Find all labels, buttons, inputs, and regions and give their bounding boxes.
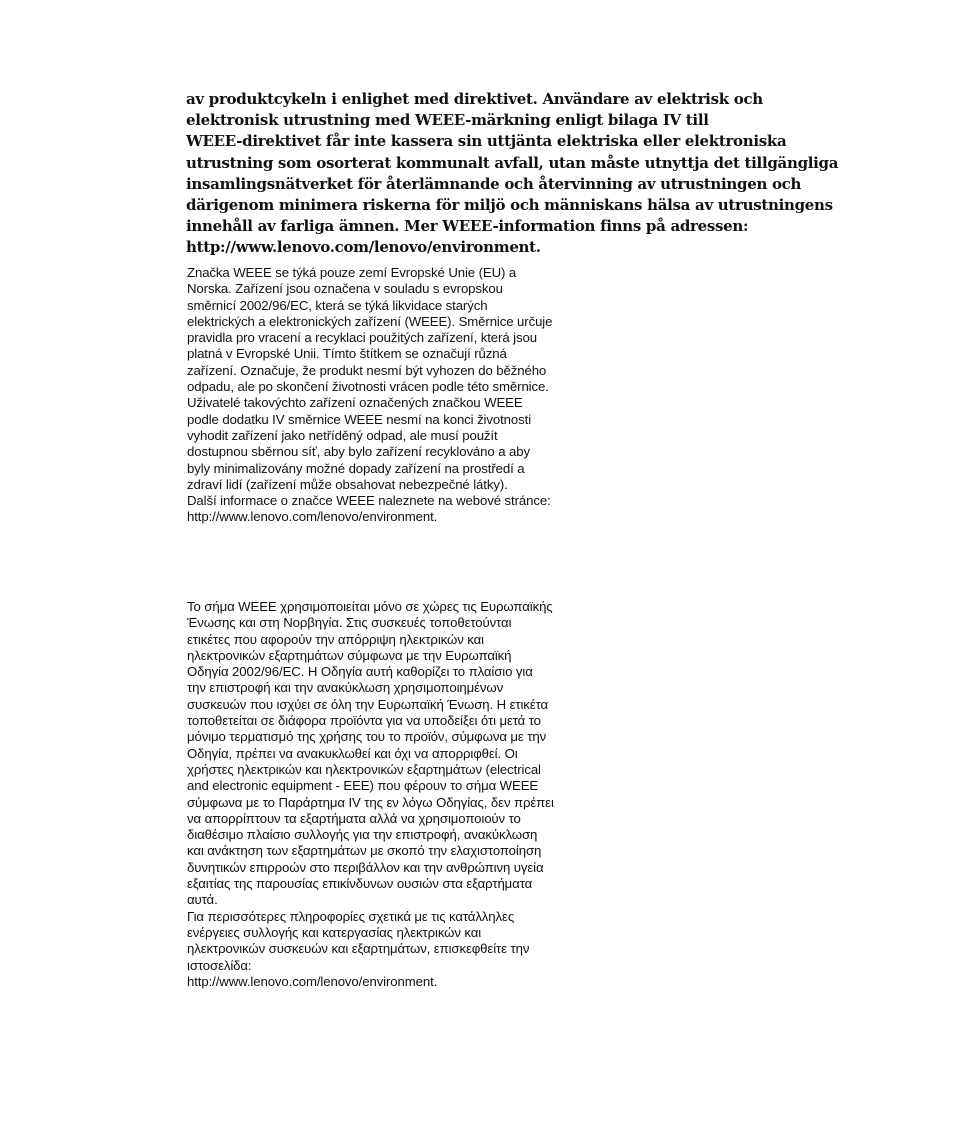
environment-url: http://www.lenovo.com/lenovo/environment. bbox=[187, 509, 438, 525]
text-line: vyhodit zařízení jako netříděný odpad, ale musí použít bbox=[187, 427, 498, 443]
text-line: αυτά. bbox=[187, 892, 218, 908]
text-line: μόνιμο τερματισμό της χρήσης του το προϊόν, σύμφωνα με την bbox=[187, 729, 547, 745]
text-line: ηλεκτρονικών εξαρτημάτων σύμφωνα με την Ευρωπαϊκή bbox=[187, 647, 512, 663]
text-line: εξαιτίας της παρουσίας επικίνδυνων ουσιών στα εξαρτήματα bbox=[187, 876, 533, 892]
text-line: Οδηγία, πρέπει να ανακυκλωθεί και όχι να απορριφθεί. Οι bbox=[187, 745, 518, 761]
text-line: Norska. Zařízení jsou označena v souladu s evropskou bbox=[187, 281, 503, 297]
environment-url: http://www.lenovo.com/lenovo/environment. bbox=[186, 238, 541, 257]
text-line: ενέργειες συλλογής και κατεργασίας ηλεκτρικών και bbox=[187, 924, 482, 940]
text-line: byly minimalizovány možné dopady zařízení na prostředí a bbox=[187, 460, 525, 476]
text-line: zařízení. Označuje, že produkt nesmí být vyhozen do běžného bbox=[187, 362, 547, 378]
environment-url: http://www.lenovo.com/lenovo/environment. bbox=[187, 973, 438, 989]
text-line: zdraví lidí (zařízení může obsahovat nebezpečné látky). bbox=[187, 476, 508, 492]
text-line: Značka WEEE se týká pouze zemí Evropské Unie (EU) a bbox=[187, 265, 517, 280]
text-line: elektrických a elektronických zařízení (WEEE). Směrnice určuje bbox=[187, 313, 553, 329]
text-line: ετικέτες που αφορούν την απόρριψη ηλεκτρικών και bbox=[187, 631, 484, 647]
text-line: την επιστροφή και την ανακύκλωση χρησιμοποιημένων bbox=[187, 680, 504, 696]
text-line: Ένωσης και στη Νορβηγία. Στις συσκευές τοποθετούνται bbox=[187, 615, 512, 631]
text-line: διαθέσιμο πλαίσιο συλλογής για την επιστροφή, ανακύκλωση bbox=[187, 827, 538, 843]
text-line: Το σήμα WEEE χρησιμοποιείται μόνο σε χώρες τις Ευρωπαϊκής bbox=[187, 599, 553, 614]
text-line: χρήστες ηλεκτρικών και ηλεκτρονικών εξαρτημάτων (electrical bbox=[187, 761, 541, 777]
text-line: elektronisk utrustning med WEEE-märkning enligt bilaga IV till bbox=[186, 111, 709, 130]
text-line: τοποθετείται σε διάφορα προϊόντα για να υποδείξει ότι μετά το bbox=[187, 713, 541, 729]
text-line: να απορρίπτουν τα εξαρτήματα αλλά να χρησιμοποιούν το bbox=[187, 810, 521, 826]
text-line: pravidla pro vracení a recyklaci použitých zařízení, která jsou bbox=[187, 330, 537, 346]
text-line: και ανάκτηση των εξαρτημάτων με σκοπό την ελαχιστοποίηση bbox=[187, 843, 542, 859]
text-line: ιστοσελίδα: bbox=[187, 957, 252, 973]
text-line: συσκευών που ισχύει σε όλη την Ευρωπαϊκή Ένωση. Η ετικέτα bbox=[187, 696, 549, 712]
text-line: Για περισσότερες πληροφορίες σχετικά με τις κατάλληλες bbox=[187, 908, 515, 924]
text-line: δυνητικών επιρροών στο περιβάλλον και την ανθρώπινη υγεία bbox=[187, 859, 544, 875]
text-line: innehåll av farliga ämnen. Mer WEEE-information finns på adressen: bbox=[186, 217, 749, 236]
text-line: odpadu, ale po skončení životnosti vrácen podle této směrnice. bbox=[187, 379, 549, 395]
text-line: and electronic equipment - EEE) που φέρουν το σήμα WEEE bbox=[187, 778, 539, 794]
text-line: av produktcykeln i enlighet med direktivet. Användare av elektrisk och bbox=[186, 90, 763, 108]
text-line: WEEE-direktivet får inte kassera sin uttjänta elektriska eller elektroniska bbox=[186, 132, 787, 151]
text-line: platná v Evropské Unii. Tímto štítkem se označují různá bbox=[187, 346, 507, 362]
text-line: dostupnou sběrnou síť, aby bylo zařízení recyklováno a aby bbox=[187, 444, 530, 460]
text-line: Další informace o značce WEEE naleznete na webové stránce: bbox=[187, 493, 551, 509]
text-line: därigenom minimera riskerna för miljö och människans hälsa av utrustningens bbox=[186, 196, 833, 215]
text-line: podle dodatku IV směrnice WEEE nesmí na konci životnosti bbox=[187, 411, 532, 427]
text-line: insamlingsnätverket för återlämnande och återvinning av utrustningen och bbox=[186, 174, 802, 193]
greek-weee-paragraph bbox=[187, 599, 554, 990]
text-line: utrustning som osorterat kommunalt avfall, utan måste utnyttja det tillgängliga bbox=[186, 153, 839, 172]
text-line: ηλεκτρονικών συσκευών και εξαρτημάτων, επισκεφθείτε την bbox=[187, 941, 530, 957]
czech-weee-paragraph bbox=[187, 265, 552, 526]
text-line: Uživatelé takovýchto zařízení označených značkou WEEE bbox=[187, 395, 523, 411]
swedish-weee-paragraph bbox=[186, 89, 838, 259]
text-line: směrnicí 2002/96/EC, která se týká likvidace starých bbox=[187, 297, 488, 313]
text-line: σύμφωνα με το Παράρτημα IV της εν λόγω Οδηγίας, δεν πρέπει bbox=[187, 794, 554, 810]
text-line: Οδηγία 2002/96/EC. Η Οδηγία αυτή καθορίζει το πλαίσιο για bbox=[187, 664, 533, 680]
